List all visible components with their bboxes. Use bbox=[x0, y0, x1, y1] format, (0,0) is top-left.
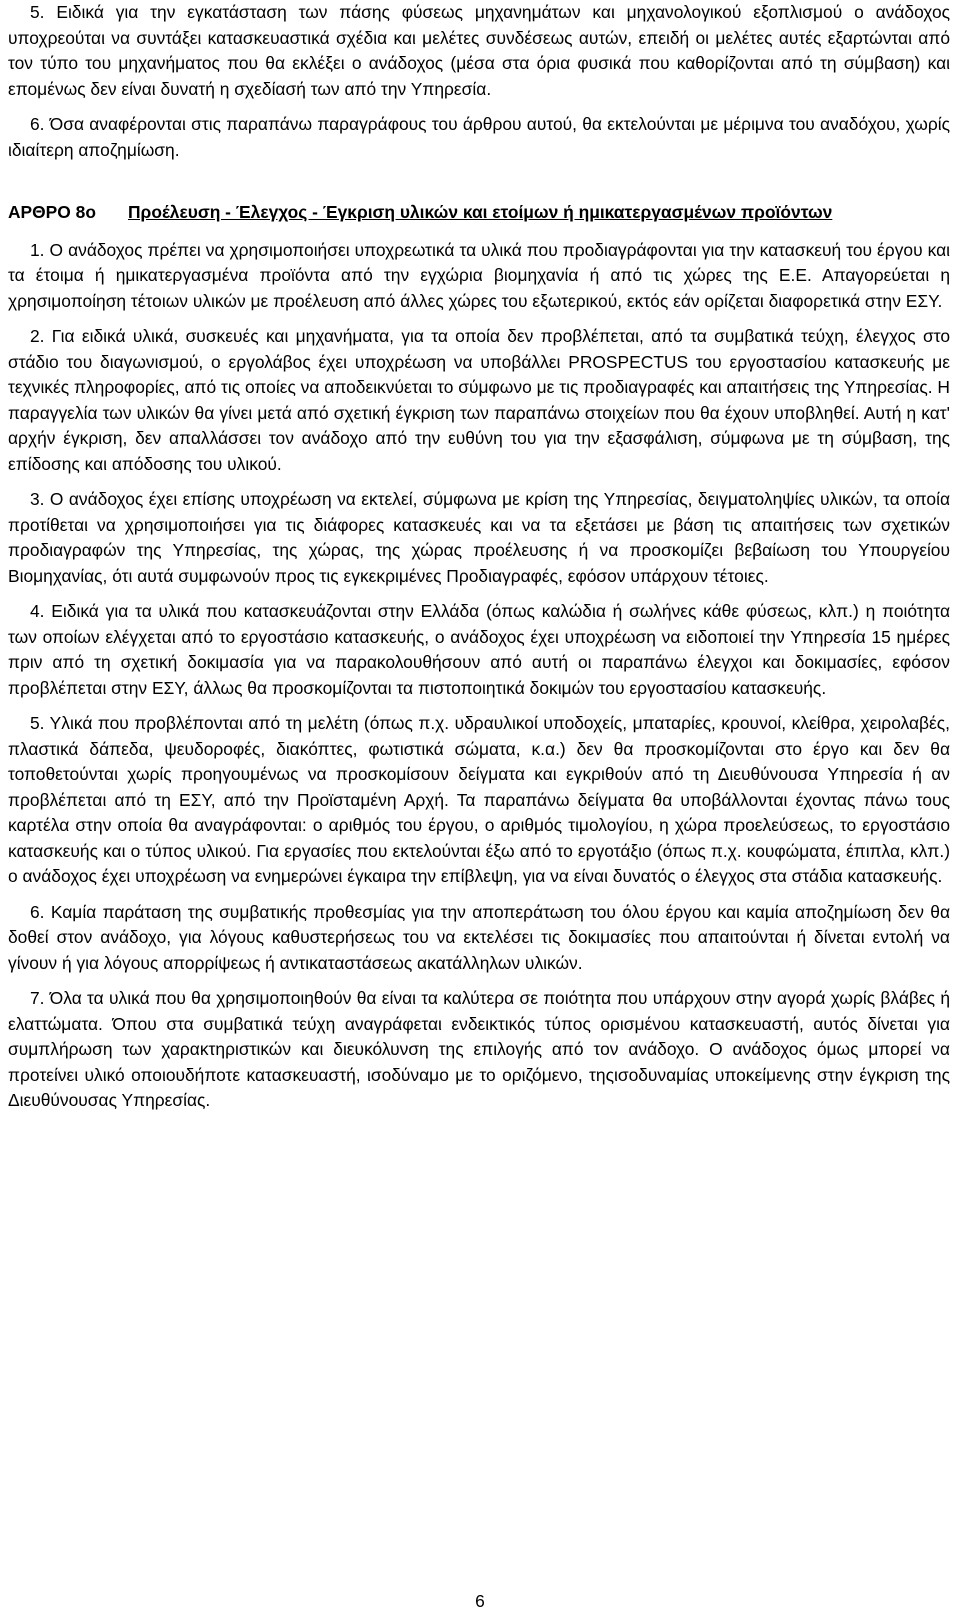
page-number: 6 bbox=[475, 1591, 485, 1611]
article-paragraph-4: 4. Ειδικά για τα υλικά που κατασκευάζονται στην Ελλάδα (όπως καλώδια ή σωλήνες κάθε φύσεως, κλπ.) η ποιότητα των οποίων ελέγχεται από το εργοστάσιο κατασκευής, ο ανάδοχος έχει υποχρέωση να ειδοποιεί την Υπηρεσία 15 ημέρες πριν από τη σχετική δοκιμασία για να παρακολουθήσουν από αυτή οι παραπάνω έλεγχοι και δοκιμασίες, εφόσον προβλέπεται στην ΕΣΥ, άλλως θα προσκομίζονται τα πιστοποιητικά δοκιμών του εργοστασίου κατασκευής. bbox=[8, 601, 950, 698]
article-paragraph-6: 6. Καμία παράταση της συμβατικής προθεσμίας για την αποπεράτωση του όλου έργου και καμία αποζημίωση δεν θα δοθεί στον ανάδοχο, για λόγους καθυστερήσεως του να εκτελέσει τις δοκιμασίες που απαιτούνται ή δίνεται εντολή να γίνουν ή για λόγους απορρίψεως ή αντικαταστάσεως ακατάλληλων υλικών. bbox=[8, 901, 950, 973]
paragraph-6-contractor-care: 6. Όσα αναφέρονται στις παραπάνω παραγράφους του άρθρου αυτού, θα εκτελούνται με μέριμνα του αναδόχου, χωρίς ιδιαίτερη αποζημίωση. bbox=[8, 114, 950, 160]
article-paragraph-2: 2. Για ειδικά υλικά, συσκευές και μηχανήματα, για τα οποία δεν προβλέπεται, από τα συμβατικά τεύχη, έλεγχος στο στάδιο του διαγωνισμού, ο εργολάβος έχει υποχρέωση να υποβάλλει PROSPECTUS του εργοστασίου κατασκευής με τεχνικές πληροφορίες, από τις οποίες να αποδεικνύεται το σύμφωνο με τις προδιαγραφές και απαιτήσεις της Υπηρεσίας. Η παραγγελία των υλικών θα γίνει μετά από σχετική έγκριση των παραπάνω στοιχείων που θα έχουν υποβληθεί. Αυτή η κατ' αρχήν έγκριση, δεν απαλλάσσει τον ανάδοχο από την ευθύνη του για την εξασφάλιση, σύμφωνα με τη σύμβαση, της επίδοσης και απόδοσης του υλικού. bbox=[8, 326, 950, 474]
article-paragraph-3: 3. Ο ανάδοχος έχει επίσης υποχρέωση να εκτελεί, σύμφωνα με κρίση της Υπηρεσίας, δειγματοληψίες υλικών, τα οποία προτίθεται να χρησιμοποιήσει για τις διάφορες κατασκευές και να τα εξετάσει με βάση τις απαιτήσεις των σχετικών προδιαγραφών της Υπηρεσίας, της χώρας, της χώρας προέλευσης ή να προσκομίζει βεβαίωση του Υπουργείου Βιομηχανίας, ότι αυτά συμφωνούν προς τις εγκεκριμένες Προδιαγραφές, εφόσον υπάρχουν τέτοιες. bbox=[8, 489, 950, 586]
article-title: Προέλευση - Έλεγχος - Έγκριση υλικών και ετοίμων ή ημικατεργασμένων προϊόντων bbox=[128, 202, 833, 222]
article-8-heading bbox=[8, 200, 950, 226]
article-number: ΑΡΘΡΟ 8ο bbox=[8, 202, 96, 222]
article-paragraph-1: 1. Ο ανάδοχος πρέπει να χρησιμοποιήσει υποχρεωτικά τα υλικά που προδιαγράφονται για την κατασκευή του έργου και τα έτοιμα ή ημικατεργασμένα προϊόντα από την εγχώρια βιομηχανία ή από τις χώρες της Ε.Ε. Απαγορεύεται η χρησιμοποίηση τέτοιων υλικών με προέλευση από άλλες χώρες του εξωτερικού, εκτός εάν ορίζεται διαφορετικά στην ΕΣΥ. bbox=[8, 239, 950, 311]
paragraph-5-equipment-installation: 5. Ειδικά για την εγκατάσταση των πάσης φύσεως μηχανημάτων και μηχανολογικού εξοπλισμού ο ανάδοχος υποχρεούται να συντάξει κατασκευαστικά σχέδια και μελέτες συνδέσεως αυτών, επειδή οι μελέτες αυτές εξαρτώνται από τον τύπο του μηχανήματος που θα εκλέξει ο ανάδοχος (μέσα στα όρια φυσικά που καθορίζονται από τη σύμβαση) και επομένως δεν είναι δυνατή η σχεδίασή των από την Υπηρεσία. bbox=[8, 2, 950, 99]
article-paragraph-7: 7. Όλα τα υλικά που θα χρησιμοποιηθούν θα είναι τα καλύτερα σε ποιότητα που υπάρχουν στην αγορά χωρίς βλάβες ή ελαττώματα. Όπου στα συμβατικά τεύχη αναγράφεται ενδεικτικός τύπος ορισμένου κατασκευαστή, αυτός δίνεται για συμπλήρωση των χαρακτηριστικών και διευκόλυνση της επιλογής από τον ανάδοχο. Ο ανάδοχος όμως μπορεί να προτείνει υλικό οποιουδήποτε κατασκευαστή, ισοδύναμο με το οριζόμενο, τηςισοδυναμίας υποκείμενης στην έγκριση της Διευθύνουσας Υπηρεσίας. bbox=[8, 988, 950, 1110]
article-paragraph-5: 5. Υλικά που προβλέπονται από τη μελέτη (όπως π.χ. υδραυλικοί υποδοχείς, μπαταρίες, κρουνοί, κλείθρα, χειρολαβές, πλαστικά δάπεδα, ψευδοροφές, διακόπτες, φωτιστικά σώματα, κ.α.) δεν θα προσκομίζονται στο έργο και δεν θα τοποθετούνται χωρίς προηγουμένως να προσκομίσουν δείγματα και εγκριθούν από τη Διευθύνουσα Υπηρεσία ή αν προβλέπεται από τη ΕΣΥ, από την Προϊσταμένη Αρχή. Τα παραπάνω δείγματα θα υποβάλλονται έχοντας πάνω τους καρτέλα στην οποία θα αναγράφονται: ο αριθμός του έργου, ο αριθμός τιμολογίου, η χώρα προελεύσεως, το εργοστάσιο κατασκευής και ο τύπος υλικού. Για εργασίες που εκτελούνται έξω από το εργοτάξιο (όπως π.χ. κουφώματα, έπιπλα, κλπ.) ο ανάδοχος έχει υποχρέωση να ενημερώνει έγκαιρα την επίβλεψη, για να είναι δυνατός ο έλεγχος στα στάδια κατασκευής. bbox=[8, 713, 950, 886]
